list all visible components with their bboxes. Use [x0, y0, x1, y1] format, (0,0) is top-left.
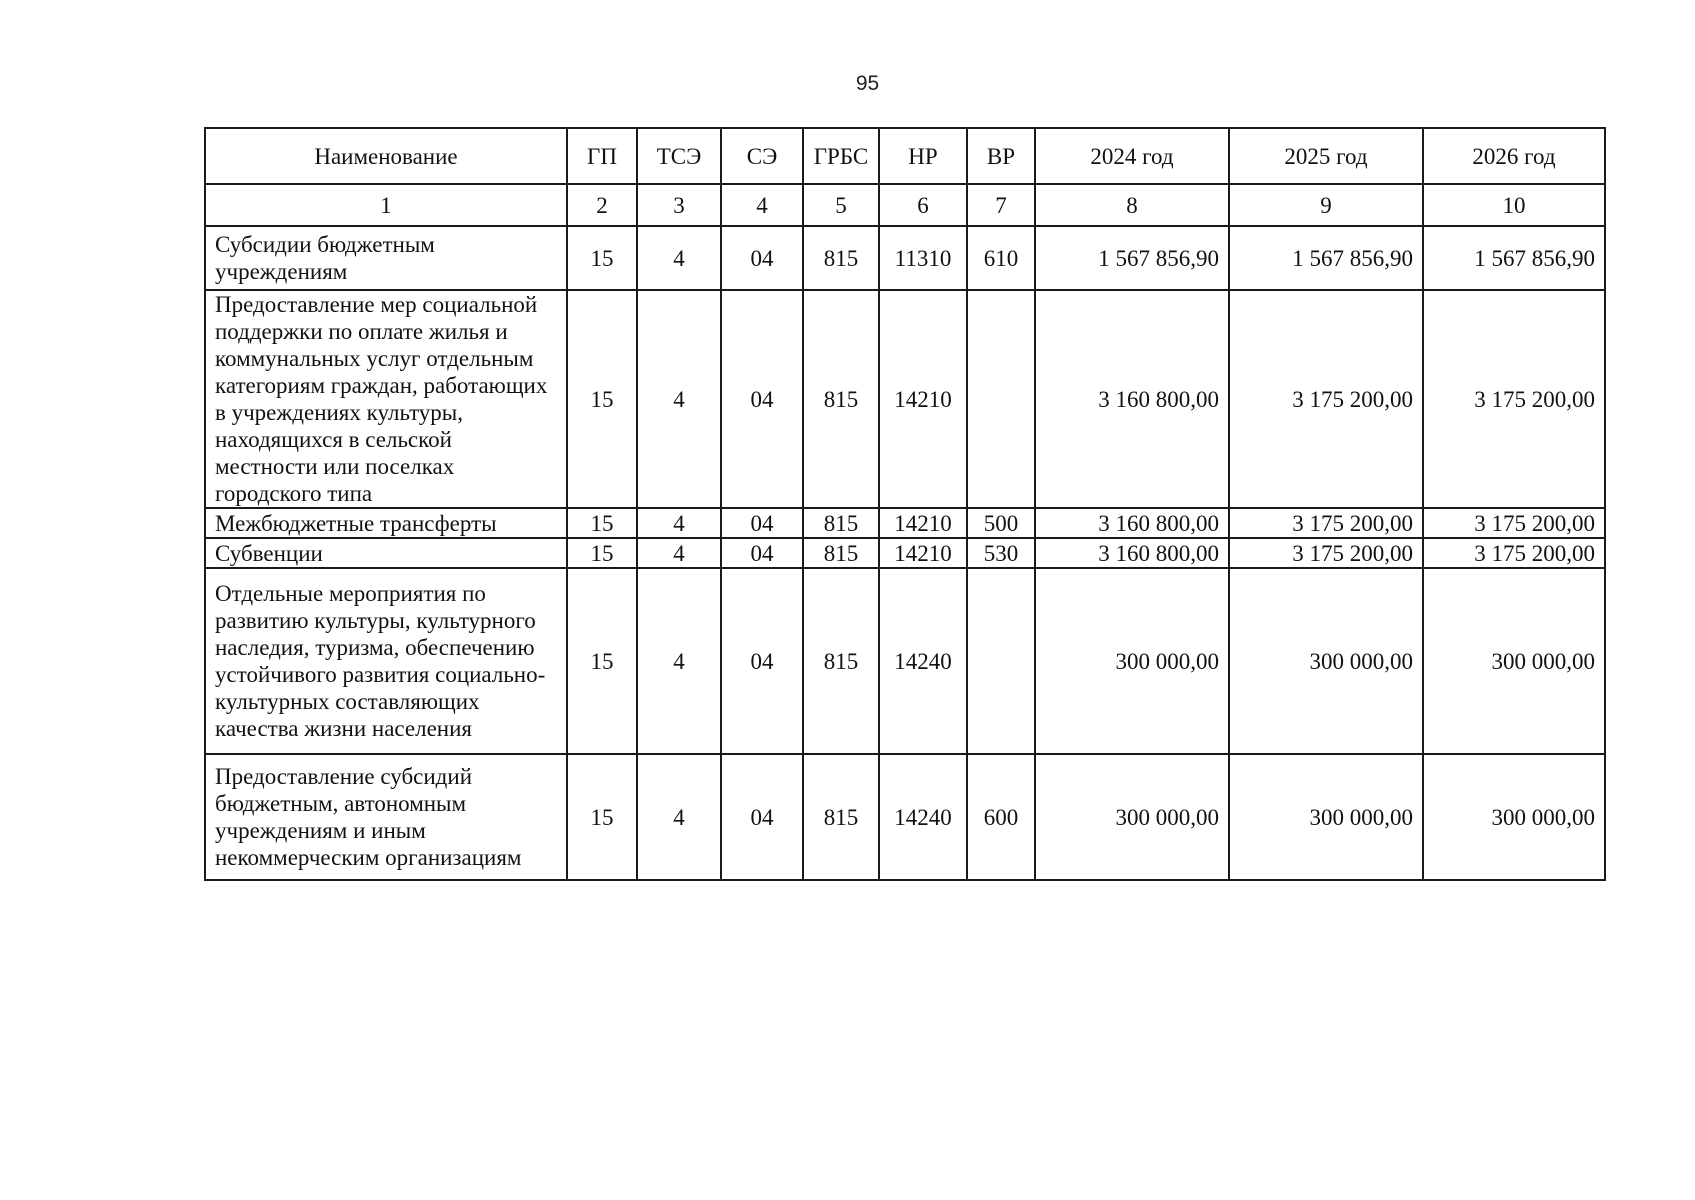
row-name: Предоставление мер социальной поддержки по оплате жилья и коммунальных услуг отдельным категориям граждан, работающих в учреждениях культуры, находящихся в сельской местности или поселках городского типа: [205, 290, 567, 508]
column-number-row: [205, 184, 1605, 226]
row-vr: [967, 568, 1035, 754]
row-gp: 15: [567, 754, 637, 880]
row-nr: 14210: [879, 508, 967, 538]
row-2024: 300 000,00: [1035, 754, 1229, 880]
row-tse: 4: [637, 538, 721, 568]
column-number: 1: [205, 184, 567, 226]
header-tse: ТСЭ: [637, 128, 721, 184]
row-se: 04: [721, 568, 803, 754]
row-se: 04: [721, 226, 803, 290]
row-2025: 3 175 200,00: [1229, 538, 1423, 568]
row-tse: 4: [637, 754, 721, 880]
row-2024: 1 567 856,90: [1035, 226, 1229, 290]
table-row: [205, 538, 1605, 568]
row-se: 04: [721, 754, 803, 880]
header-name: Наименование: [205, 128, 567, 184]
row-2024: 300 000,00: [1035, 568, 1229, 754]
column-number: 10: [1423, 184, 1605, 226]
row-2025: 3 175 200,00: [1229, 290, 1423, 508]
column-number: 7: [967, 184, 1035, 226]
header-vr: ВР: [967, 128, 1035, 184]
row-vr: 500: [967, 508, 1035, 538]
budget-table: [204, 127, 1606, 881]
row-name: Субсидии бюджетным учреждениям: [205, 226, 567, 290]
row-vr: 610: [967, 226, 1035, 290]
row-tse: 4: [637, 290, 721, 508]
row-grbs: 815: [803, 754, 879, 880]
table-row: [205, 754, 1605, 880]
row-2026: 3 175 200,00: [1423, 508, 1605, 538]
row-2025: 3 175 200,00: [1229, 508, 1423, 538]
row-name: Субвенции: [205, 538, 567, 568]
row-grbs: 815: [803, 508, 879, 538]
header-grbs: ГРБС: [803, 128, 879, 184]
column-number: 3: [637, 184, 721, 226]
row-2026: 3 175 200,00: [1423, 538, 1605, 568]
table-row: [205, 568, 1605, 754]
header-se: СЭ: [721, 128, 803, 184]
row-2025: 300 000,00: [1229, 568, 1423, 754]
column-number: 9: [1229, 184, 1423, 226]
table-row: [205, 508, 1605, 538]
row-2026: 300 000,00: [1423, 568, 1605, 754]
row-name: Межбюджетные трансферты: [205, 508, 567, 538]
row-tse: 4: [637, 226, 721, 290]
column-number: 5: [803, 184, 879, 226]
row-2024: 3 160 800,00: [1035, 538, 1229, 568]
row-vr: [967, 290, 1035, 508]
row-gp: 15: [567, 568, 637, 754]
row-se: 04: [721, 290, 803, 508]
row-nr: 11310: [879, 226, 967, 290]
row-grbs: 815: [803, 568, 879, 754]
header-gp: ГП: [567, 128, 637, 184]
row-grbs: 815: [803, 290, 879, 508]
row-2025: 300 000,00: [1229, 754, 1423, 880]
row-2026: 1 567 856,90: [1423, 226, 1605, 290]
row-grbs: 815: [803, 538, 879, 568]
row-2024: 3 160 800,00: [1035, 508, 1229, 538]
header-2026: 2026 год: [1423, 128, 1605, 184]
row-nr: 14210: [879, 538, 967, 568]
row-2024: 3 160 800,00: [1035, 290, 1229, 508]
row-tse: 4: [637, 508, 721, 538]
row-name: Отдельные мероприятия по развитию культуры, культурного наследия, туризма, обеспечению устойчивого развития социально-культурных составляющих качества жизни населения: [205, 568, 567, 754]
header-row: [205, 128, 1605, 184]
column-number: 6: [879, 184, 967, 226]
header-2024: 2024 год: [1035, 128, 1229, 184]
row-nr: 14240: [879, 754, 967, 880]
row-2026: 300 000,00: [1423, 754, 1605, 880]
row-2026: 3 175 200,00: [1423, 290, 1605, 508]
row-name: Предоставление субсидий бюджетным, автономным учреждениям и иным некоммерческим организациям: [205, 754, 567, 880]
header-2025: 2025 год: [1229, 128, 1423, 184]
row-grbs: 815: [803, 226, 879, 290]
column-number: 4: [721, 184, 803, 226]
row-vr: 530: [967, 538, 1035, 568]
row-gp: 15: [567, 538, 637, 568]
row-se: 04: [721, 508, 803, 538]
row-nr: 14240: [879, 568, 967, 754]
column-number: 2: [567, 184, 637, 226]
row-gp: 15: [567, 290, 637, 508]
row-gp: 15: [567, 226, 637, 290]
row-nr: 14210: [879, 290, 967, 508]
page-number: 95: [855, 72, 880, 95]
row-tse: 4: [637, 568, 721, 754]
row-se: 04: [721, 538, 803, 568]
row-vr: 600: [967, 754, 1035, 880]
column-number: 8: [1035, 184, 1229, 226]
header-nr: НР: [879, 128, 967, 184]
table-row: [205, 290, 1605, 508]
table-row: [205, 226, 1605, 290]
row-2025: 1 567 856,90: [1229, 226, 1423, 290]
row-gp: 15: [567, 508, 637, 538]
